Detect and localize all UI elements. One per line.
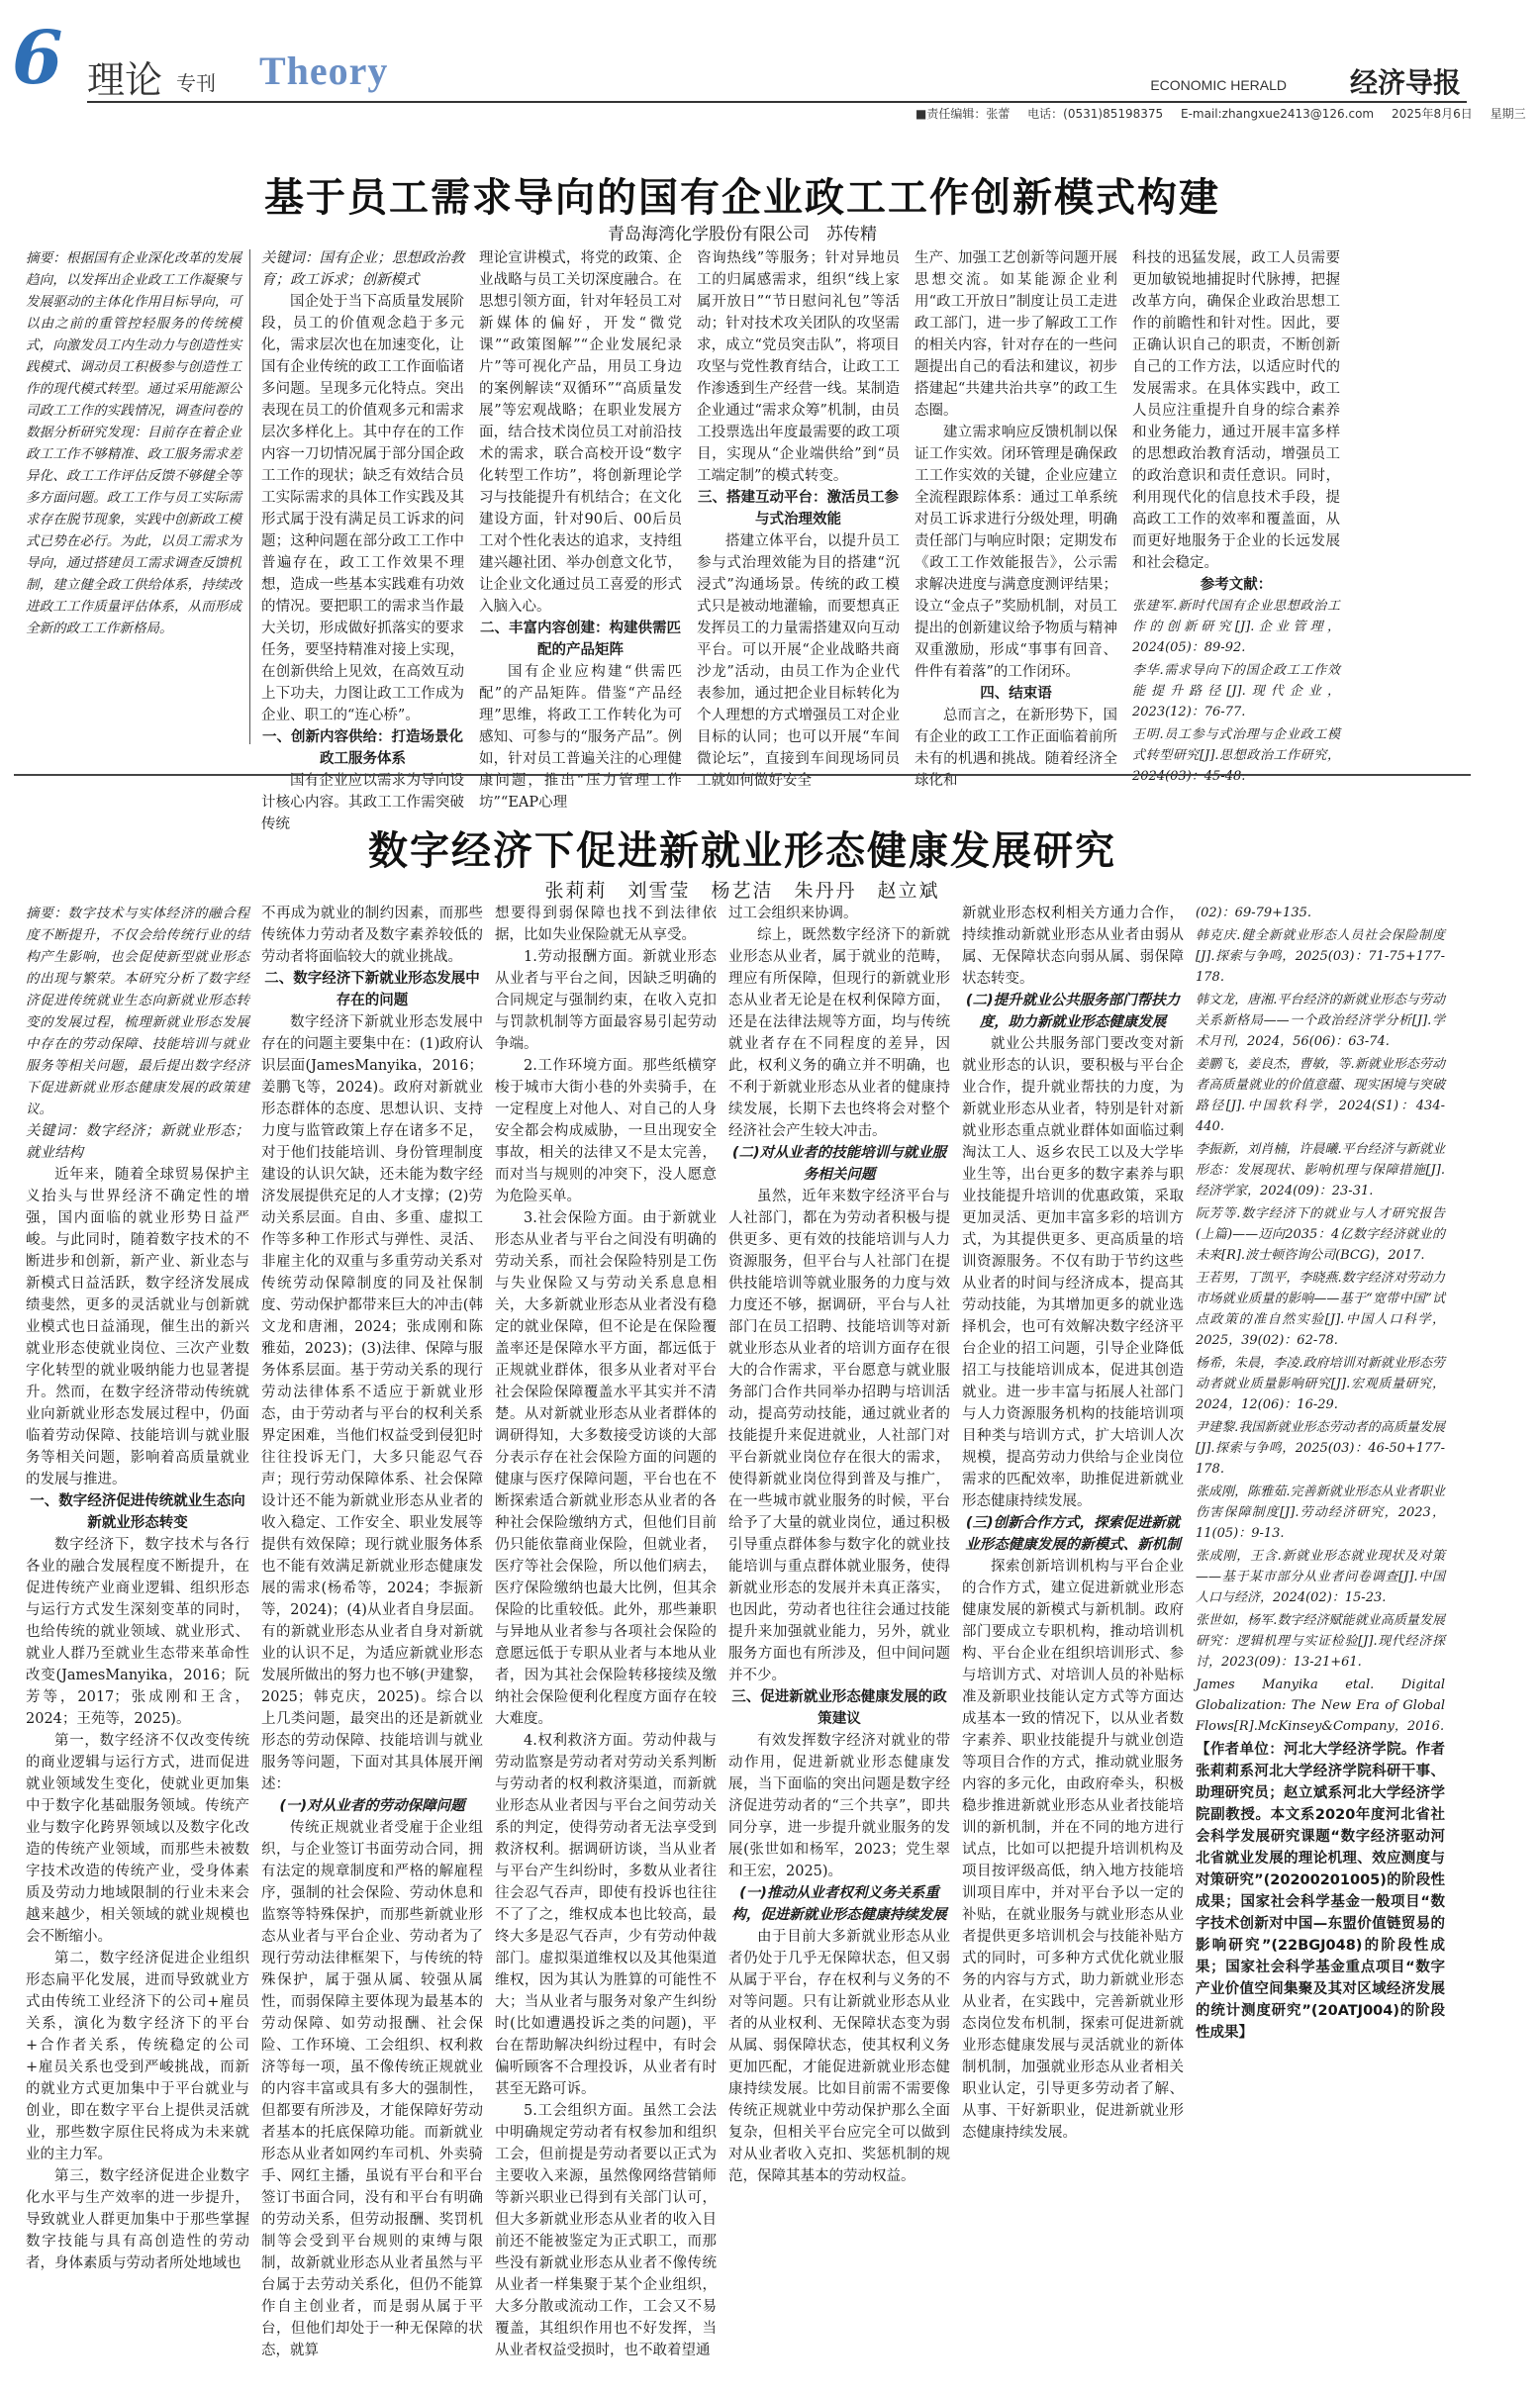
section-title: 理论 [87,58,163,102]
reference-item: 姜鹏飞，姜良杰，曹敏，等.新就业形态劳动者高质量就业的价值意蕴、现实困境与突破路径[J].中国软科学，2024(S1)：434-440. [1196,1057,1445,1134]
paragraph: 第一，数字经济不仅改变传统的商业逻辑与运行方式，进而促进就业领域发生变化，使就业更加集中于数字化基础服务领域。传统产业与数字化跨界领域以及数字化改造的传统产业领域，而那些未被数字技术改造的传统产业，受身体素质及劳动力地域限制的行业未来会越来越少，相关领域的就业规模也会不断缩小。 [26,1733,249,1945]
paragraph: 科技的迅猛发展，政工人员需要更加敏锐地捕捉时代脉搏，把握改革方向，确保企业政治思想工作的前瞻性和针对性。因此，要正确认识自己的职责，不断创新自己的工作方法，以适应时代的发展需求。在具体实践中，政工人员应注重提升自身的综合素养和业务能力，通过开展丰富多样的思想政治教育活动，增强员工的政治意识和责任意识。同时，利用现代化的信息技术手段，提高政工工作的效率和覆盖面，从而更好地服务于企业的长远发展和社会稳定。 [1132,250,1340,571]
article1-col3 [479,247,682,811]
reference-item: 王若男，丁凯平，李晓燕.数字经济对劳动力市场就业质量的影响——基于“宽带中国”试点政策的准自然实验[J].中国人口科学，2025，39(02)：62-78. [1196,1271,1445,1348]
article2-col4 [728,903,950,2382]
article1-col4 [697,247,900,789]
section-subtitle: 专刊 [176,71,216,95]
subsection-heading: (一)推动从业者权利义务关系重构，促进新就业形态健康持续发展 [731,1885,947,1923]
paragraph: 搭建立体平台，以提升员工参与式治理效能为目的搭建“沉浸式”沟通场景。传统的政工模式只是被动地灌输，而要想真正发挥员工的力量需搭建双向互动平台。可以开展“企业战略共商沙龙”活动，由员工作为企业代表参加，通过把企业目标转化为个人理想的方式增强员工对企业目标的认同；也可以开展“车间微论坛”，直接到车间现场同员工就如何做好安全 [697,533,900,789]
paragraph: 传统正规就业者受雇于企业组织，与企业签订书面劳动合同，拥有法定的规章制度和严格的解雇程序，强制的社会保险、劳动休息和监察等特殊保护，而那些新就业形态从业者与平台企业、劳动者为了现行劳动法律框架下，与传统的特殊保护，属于强从属、较强从属性，而弱保障主要体现为最基本的劳动保障、如劳动报酬、社会保险、工作环境、工会组织、权利救济等每一项，虽不像传统正规就业的内容丰富或具有多大的强制性，但都要有所涉及，才能保障好劳动者基本的托底保障功能。而新就业形态从业者如网约车司机、外卖骑手、网红主播，虽说有平台和平台签订书面合同，没有和平台有明确的劳动关系，但劳动报酬、奖罚机制等会受到平台规则的束缚与限制，故新就业形态从业者虽然与平台属于去劳动关系化，但仍不能算作自主创业者，而是弱从属于平台，但他们却处于一种无保障的状态，就算 [261,1820,483,2358]
paragraph: 数字经济下新就业形态发展中存在的问题主要集中在：(1)政府认识层面(JamesManyika，2016；姜鹏飞等，2024)。政府对新就业形态群体的态度、思想认识、支持力度与监管政策上存在诸多不足，对于他们技能培训、身份管理制度建设的认识欠缺，还未能为数字经济发展提供充足的人才支撑；(2)劳动关系层面。自由、多重、虚拟工作等多种工作形式与弹性、灵活、非雇主化的双重与多重劳动关系对传统劳动保障制度的同及社保制度、劳动保护都带来巨大的冲击(韩文龙和唐湘，2024；张成刚和陈雅茹，2023)；(3)法律、保障与服务体系层面。基于劳动关系的现行劳动法律体系不适应于新就业形态，由于劳动者与平台的权利关系界定困难，当他们权益受到侵犯时往往投诉无门，大多只能忍气吞声；现行劳动保障体系、社会保障设计还不能为新就业形态从业者的收入稳定、工作安全、职业发展等提供有效保障；现行就业服务体系也不能有效满足新就业形态健康发展的需求(杨希等，2024；李振新等，2024)；(4)从业者自身层面。有的新就业形态从业者自身对新就业的认识不足，为适应新就业形态发展所做出的努力也不够(尹建黎，2025；韩克庆，2025)。综合以上几类问题，最突出的还是新就业形态的劳动保障、技能培训与就业服务等问题，下面对其具体展开阐述： [261,1014,483,1792]
paragraph: 1.劳动报酬方面。新就业形态从业者与平台之间，因缺乏明确的合同规定与强制约束，在收入克扣与罚款机制等方面最容易引起劳动争端。 [495,949,717,1052]
paper-name-en: ECONOMIC HERALD [1150,77,1287,93]
paragraph: 3.社会保险方面。由于新就业形态从业者与平台之间没有明确的劳动关系，而社会保险特别是工伤与失业保险又与劳动关系息息相关，大多新就业形态从业者没有稳定的就业保障，但不论是在保险覆盖率还是保障水平方面，都远低于正规就业群体，很多从业者对平台社会保险保障覆盖水平其实并不清楚。从对新就业形态从业者群体的调研得知，大多数接受访谈的大部分表示存在社会保险方面的问题的健康与医疗保障问题，平台也在不断探索适合新就业形态从业者的各种社会保险缴纳方式，但他们目前仍只能依靠商业保险，但就业者，医疗等社会保险，所以他们病去，医疗保险缴纳也最大比例，但其余保险的比重较低。此外，那些兼职与异地从业者参与各项社会保险的意愿远低于专职从业者与本地从业者，因为其社会保险转移接续及缴纳社会保险便利化程度方面存在较大难度。 [495,1210,717,1727]
paragraph: 想要得到弱保障也找不到法律依据，比如失业保险就无从享受。 [495,906,717,943]
reference-item: 李华.需求导向下的国企政工工作效能提升路径[J].现代企业，2023(12)：76-77. [1132,663,1340,719]
article2-col1 [26,903,249,2382]
section-heading: 三、搭建互动平台：激活员工参与式治理效能 [698,490,899,527]
paragraph: 数字经济下，数字技术与各行各业的融合发展程度不断提升，在促进传统产业商业逻辑、组织形态与运行方式发生深刻变革的同时，也给传统的就业领域、就业形式、就业人群乃至就业生态带来革命性改变(JamesManyika，2016；阮芳等，2017；张成刚和王含，2024；王苑等，2025)。 [26,1537,249,1727]
paragraph: 虽然，近年来数字经济平台与人社部门，都在为劳动者积极与提供更多、更有效的技能培训与人力资源服务，但平台与人社部门在提供技能培训等就业服务的力度与效力度还不够，据调研，平台与人社部门在员工招聘、技能培训等对新就业形态从业者的培训方面存在很大的合作需求，平台愿意与就业服务部门合作共同举办招聘与培训活动，提高劳动技能，通过就业者的技能提升来促进就业，人社部门对平台新就业岗位存在很大的需求，使得新就业岗位得到普及与推广，在一些城市就业服务的时候，平台给予了大量的就业岗位，通过积极引导重点群体参与数字化的就业技能培训与重点群体就业服务，使得新就业形态的发展并未真正落实，也因此，劳动者也往往会通过技能提升来加强就业能力，另外，就业服务方面也有所涉及，但中间问题并不少。 [728,1189,950,1683]
section-heading: 四、结束语 [980,686,1052,702]
section-heading: 三、促进新就业形态健康发展的政策建议 [731,1689,947,1727]
page-number: 6 [12,16,63,101]
article-separator [14,774,1471,776]
article2-col3 [495,903,717,2382]
paragraph: 探索创新培训机构与平台企业的合作方式，建立促进新就业形态健康发展的新模式与新机制。政府部门要成立专职机构，推动培训机构、平台企业在组织培训形式、参与培训方式、对培训人员的补贴标准及新职业技能认定方式等方面达成基本一致的情况下，以从业者数字素养、职业技能提升与就业创造等项目合作的方式，推动就业服务内容的多元化，由政府牵头，积极稳步推进新就业形态从业者技能培训的新机制，并在不同的地方进行试点，比如可以把提升培训机构及项目按评级高低，纳入地方技能培训项目库中，并对平台予以一定的补贴，在就业服务与就业形态从业者提供更多培训机会与技能补贴方式的同时，可多种方式优化就业服务的内容与方式，助力新就业形态从业者，在实践中，完善新就业形态岗位发布机制，探索可促进新就业形态健康发展与灵活就业的新体制机制，加强就业形态从业者相关职业认定，引导更多劳动者了解、从事、干好新职业，促进新就业形态健康持续发展。 [962,1559,1184,2141]
article2-byline: 张莉莉 刘雪莹 杨艺洁 朱丹丹 赵立斌 [544,880,940,902]
subsection-heading: (二)提升就业公共服务部门帮扶力度，助力新就业形态健康发展 [965,993,1181,1030]
paragraph: 5.工会组织方面。虽然工会法中明确规定劳动者有权参加和组织工会，但前提是劳动者要以正式为主要收入来源，虽然像网络营销师等新兴职业已得到有关部门认可，但大多新就业形态从业者的收入目前还不能被鉴定为正式职工，而那些没有新就业形态从业者不像传统从业者一样集聚于某个企业组织，大多分散或流动工作，工会又不易覆盖，其组织作用也不好发挥，当从业者权益受损时，也不敢着望通 [495,2103,717,2358]
article2-references-column [1196,903,1445,2382]
paragraph: 国有企业应以需求为导向设计核心内容。其政工工作需突破传统 [261,773,464,832]
reference-item: 尹建黎.我国新就业形态劳动者的高质量发展[J].探索与争鸣，2025(03)：46-50+177-178. [1196,1420,1445,1477]
reference-item: (02)：69-79+135. [1196,906,1312,920]
article2-keywords: 关键词：数字经济；新就业形态；就业结构 [26,1123,249,1161]
article1-col6 [1132,247,1340,784]
reference-item: 张建军.新时代国有企业思想政治工作的创新研究[J].企业管理，2024(05)：89-92. [1132,599,1340,655]
reference-item: 张成刚，陈雅茹.完善新就业形态从业者职业伤害保障制度[J].劳动经济研究，2023，11(05)：9-13. [1196,1485,1445,1541]
section-heading: 二、数字经济下新就业形态发展中存在的问题 [264,971,480,1008]
paragraph: 生产、加强工艺创新等问题开展思想交流。如某能源企业利用“政工开放日”制度让员工走进政工部门，进一步了解政工工作的相关内容，针对存在的一些问题提出自己的看法和建议，初步搭建起“共建共治共享”的政工生态圈。 [914,250,1117,419]
reference-item: 韩克庆.健全新就业形态人员社会保险制度[J].探索与争鸣，2025(03)：71-75+177-178. [1196,928,1445,985]
section-english: Theory [259,48,389,93]
paragraph: 有效发挥数字经济对就业的带动作用，促进新就业形态健康发展，当下面临的突出问题是数字经济促进劳动者的“三个共享”，即共同分享，进一步提升就业服务的发展(张世如和杨军，2023；党生翠和王宏，2025)。 [728,1733,950,1879]
header-rule [87,101,1467,103]
reference-item: 张世如，杨军.数字经济赋能就业高质量发展研究：逻辑机理与实证检验[J].现代经济探讨，2023(09)：13-21+61. [1196,1613,1445,1670]
article2-col5 [962,903,1184,2382]
article1-col5 [914,247,1117,789]
subsection-heading: (二)对从业者的技能培训与就业服务相关问题 [731,1145,947,1183]
references-list [1132,596,1340,787]
paragraph: 咨询热线”等服务；针对异地员工的归属感需求，组织“线上家属开放日”“节日慰问礼包”等活动；针对技术攻关团队的攻坚需求，成立“党员突击队”，将项目攻坚与党性教育结合，让政工工作渗透到生产经营一线。某制造企业通过“需求众筹”机制，由员工投票选出年度最需要的政工项目，实现从“企业端供给”到“员工端定制”的模式转变。 [697,250,900,484]
reference-item: 杨希，朱晨，李凌.政府培训对新就业形态劳动者就业质量影响研究[J].宏观质量研究，2024，12(06)：16-29. [1196,1356,1445,1412]
page-header [0,0,1526,127]
paragraph: 第二，数字经济促进企业组织形态扁平化发展，进而导致就业方式由传统工业经济下的公司+雇员关系，演化为数字经济下的平台+合作者关系，传统稳定的公司+雇员关系也受到严峻挑战，而新的就业方式更加集中于平台就业与创业，即在数字平台上提供灵活就业，那些数字原住民将成为未来就业的主力军。 [26,1951,249,2162]
editor: ■责任编辑：张蕾 [915,107,1011,121]
paragraph: 4.权利救济方面。劳动仲裁与劳动监察是劳动者对劳动关系判断与劳动者的权利救济渠道，而新就业形态从业者因与平台之间劳动关系的判定，使得劳动者无法享受到救济权利。据调研访谈，当从业者与平台产生纠纷时，多数从业者往往会忍气吞声，即使有投诉也往往不了了之，维权成本也比较高，最终大多是忍气吞声，少有劳动仲裁部门。虚拟渠道维权以及其他渠道维权，因为其认为胜算的可能性不大；当从业者与服务对象产生纠纷时(比如遭遇投诉之类的问题)，平台在帮助解决纠纷过程中，有时会偏听顾客不合理投诉，从业者有时甚至无路可诉。 [495,1733,717,2097]
article1-title: 基于员工需求导向的国有企业政工工作创新模式构建 [264,175,1220,221]
paragraph: 由于目前大多新就业形态从业者仍处于几乎无保障状态，但又弱从属于平台，存在权利与义务的不对等问题。只有让新就业形态从业者的从业权利、无保障状态变为弱从属、弱保障状态，使其权利义务更加匹配，才能促进新就业形态健康持续发展。比如目前需不需要像传统正规就业中劳动保护那么全面复杂，但相关平台应完全可以做到对从业者收入克扣、奖惩机制的规范，保障其基本的劳动权益。 [728,1929,950,2184]
date: 2025年8月6日 [1391,107,1473,121]
section-heading: 二、丰富内容创建：构建供需匹配的产品矩阵 [480,621,681,658]
paragraph: 国企处于当下高质量发展阶段，员工的价值观念趋于多元化，需求层次也在加速变化，让国有企业传统的政工工作面临诸多问题。呈现多元化特点。突出表现在员工的价值观多元和需求层次多样化上。其中存在的工作内容一刀切情况属于部分国企政工工作的现状；缺乏有效结合员工实际需求的具体工作实践及其形式属于没有满足员工诉求的问题；这种问题在部分政工工作中普遍存在，政工工作效果不理想，造成一些基本实践难有功效的情况。要把职工的需求当作最大关切，形成做好抓落实的要求任务，要坚持精准对接上实现，在创新供给上见效，在高效互动上下功夫，力图让政工工作成为企业、职工的“连心桥”。 [261,294,464,723]
paragraph: 第三，数字经济促进企业数字化水平与生产效率的进一步提升，导致就业人群更加集中于那些掌握数字技能与具有高创造性的劳动者，身体素质与劳动者所处地域也 [26,2168,249,2271]
reference-item: 阮芳等.数字经济下的就业与人才研究报告(上篇)——迈向2035：4亿数字经济就业的未来[R].波士顿咨询公司(BCG)，2017. [1196,1206,1445,1263]
article2-abstract: 摘要：数字技术与实体经济的融合程度不断提升，不仅会给传统行业的结构产生影响，也会促使新型就业形态的出现与繁荣。本研究分析了数字经济促进传统就业生态向新就业形态转变的发展过程，梳理新就业形态发展中存在的劳动保障、技能培训与就业服务等相关问题，最后提出数字经济下促进新就业形态健康发展的政策建议。 [26,906,249,1117]
phone: 电话：(0531)85198375 [1027,107,1164,121]
paragraph: 总而言之，在新形势下，国有企业的政工工作正面临着前所未有的机遇和挑战。随着经济全球化和 [914,708,1117,789]
article2-col2 [261,903,483,2382]
article1-col2 [261,247,464,832]
paragraph: 过工会组织来协调。 [728,906,858,921]
reference-item: 韩文龙，唐湘.平台经济的新就业形态与劳动关系新格局——一个政治经济学分析[J].学术月刊，2024，56(06)：63-74. [1196,993,1445,1049]
paper-name-cn: 经济导报 [1349,66,1461,99]
reference-item: 李振新，刘肖楠，许晨曦.平台经济与新就业形态：发展现状、影响机理与保障措施[J].经济学家，2024(09)：23-31. [1196,1142,1445,1198]
weekday: 星期三 [1490,107,1526,121]
reference-item: James Manyika etal. Digital Globalization: The New Era of Global Flows[R].McKinsey&Company，2016. [1196,1677,1445,1734]
paragraph: 理论宣讲模式，将党的政策、企业战略与员工关切深度融合。在思想引领方面，针对年轻员工对新媒体的偏好，开发“微党课”“政策图解”“企业发展纪录片”等可视化产品，用员工身边的案例解读“双循环”“高质量发展”等宏观战略；在职业发展方面，结合技术岗位员工对前沿技术的需求，联合高校开设“数字化转型工作坊”，将创新理论学习与技能提升有机结合；在文化建设方面，针对90后、00后员工对个性化表达的追求，支持组建兴趣社团、举办创意文化节，让企业文化通过员工喜爱的形式入脑入心。 [479,250,682,615]
paragraph: 不再成为就业的制约因素，而那些传统体力劳动者及数字素养较低的劳动者将面临较大的就业挑战。 [261,906,483,965]
paragraph: 国有企业应构建“供需匹配”的产品矩阵。借鉴“产品经理”思维，将政工工作转化为可感知、可参与的“服务产品”。例如，针对员工普遍关注的心理健康问题，推出“压力管理工作坊”“EAP心理 [479,664,682,811]
column-divider [249,249,250,744]
article2-title: 数字经济下促进新就业形态健康发展研究 [368,828,1116,874]
paragraph: 2.工作环境方面。那些纸横穿梭于城市大街小巷的外卖骑手，在一定程度上对他人、对自己的人身安全都会构成威胁，一旦出现安全事故，相关的法律又不是太完善，而对当与规则的冲突下，没人愿意为危险买单。 [495,1058,717,1204]
reference-item: 张成刚，王含.新就业形态就业现状及对策——基于某市部分从业者问卷调查[J].中国人口与经济，2024(02)：15-23. [1196,1549,1445,1605]
subsection-heading: (三)创新合作方式，探索促进新就业形态健康发展的新模式、新机制 [965,1515,1181,1553]
paragraph: 新就业形态权利相关方通力合作，持续推动新就业形态从业者由弱从属、无保障状态向弱从属、弱保障状态转变。 [962,906,1184,987]
paragraph: 近年来，随着全球贸易保护主义抬头与世界经济不确定性的增强，国内面临的就业形势日益严峻。与此同时，随着数字技术的不断进步和创新，新产业、新业态与新模式日益活跃，数字经济发展成绩斐然，更多的灵活就业与创新就业模式也日益涌现，催生出的新兴就业形态使就业岗位、三次产业数字化转型的就业吸纳能力也显著提升。然而，在数字经济带动传统就业向新就业形态发展过程中，仍面临着劳动保障、技能培训与就业服务等相关问题，影响着高质量就业的发展与推进。 [26,1167,249,1487]
subsection-heading: (一)对从业者的劳动保障问题 [279,1798,465,1814]
section-heading: 一、数字经济促进传统就业生态向新就业形态转变 [30,1493,245,1531]
reference-item: 王明.员工参与式治理与企业政工模式转型研究[J].思想政治工作研究，2024(03)：45-48. [1132,727,1340,784]
paragraph: 就业公共服务部门要改变对新就业形态的认识，要积极与平台企业合作，提升就业帮扶的力度，为新就业形态从业者，特别是针对新就业形态重点就业群体如面临过剩淘汰工人、返乡农民工以及大学毕业生等，出台更多的数字素养与职业技能提升培训的优惠政策，采取更加灵活、更加丰富多彩的培训方式，为其提供更多、更高质量的培训资源服务。不仅有助于节约这些从业者的时间与经济成本，提高其劳动技能，为其增加更多的就业选择机会，也可有效解决数字经济平台企业的招工问题，引导企业降低招工与技能培训成本，促进其创造就业。进一步丰富与拓展人社部门与人力资源服务机构的技能培训项目种类与培训方式，扩大培训人次规模，提高劳动力供给与企业岗位需求的匹配效率，助推促进新就业形态健康持续发展。 [962,1036,1184,1509]
article1-byline: 青岛海湾化学股份有限公司 苏传精 [608,225,877,244]
article1-abstract: 摘要：根据国有企业深化改革的发展趋向，以发挥出企业政工工作凝聚与发展驱动的主体化作用目标导向，可以由之前的重管控轻服务的传统模式，向激发员工内生动力与创造性实践模式、调动员工积极参与创造性工作的现代模式转型。通过采用能源公司政工工作的实践情况，调查问卷的数据分析研究发现：目前存在着企业政工工作不够精准、政工服务需求差异化、政工工作评估反馈不够健全等多方面问题。政工工作与员工实际需求存在脱节现象，实践中创新政工模式已势在必行。为此，以员工需求为导向，通过搭建员工需求调查反馈机制，建立健全政工供给体系，持续改进政工工作质量评估体系，从而形成全新的政工工作新格局。 [26,250,241,636]
author-unit-info: 【作者单位：河北大学经济学院。作者张莉莉系河北大学经济学院科研干事、助理研究员；赵立斌系河北大学经济学院副教授。本文系2020年度河北省社会科学发展研究课题“数字经济驱动河北省就业发展的理论机理、效应测度与对策研究”(20200201005)的阶段性成果；国家社会科学基金一般项目“数字技术创新对中国—东盟价值链贸易的影响研究”(22BGJ048)的阶段性成果；国家社会科学基金重点项目“数字产业价值空间集聚及其对区域经济发展的统计测度研究”(20ATJ004)的阶段性成果】 [1196,1742,1445,2041]
paragraph: 综上，既然数字经济下的新就业形态从业者，属于就业的范畴，理应有所保障，但现行的新就业形态从业者无论是在权利保障方面，还是在法律法规等方面，均与传统就业者存在不同程度的差异，因此，权利义务的确立并不明确，也不利于新就业形态从业者的健康持续发展，长期下去也终将会对整个经济社会产生较大冲击。 [728,927,950,1139]
section-heading: 一、创新内容供给：打造场景化政工服务体系 [262,729,463,767]
paragraph: 建立需求响应反馈机制以保证工作实效。闭环管理是确保政工工作实效的关键，企业应建立全流程跟踪体系：通过工单系统对员工诉求进行分级处理，明确责任部门与响应时限；定期发布《政工工作效能报告》，公示需求解决进度与满意度测评结果；设立“金点子”奖励机制，对员工提出的创新建议给予物质与精神双重激励，形成“事事有回音、件件有着落”的工作闭环。 [914,425,1117,680]
header-meta [915,105,1540,122]
email: E-mail:zhangxue2413@126.com [1180,107,1375,121]
article1-keywords: 关键词：国有企业；思想政治教育；政工诉求；创新模式 [261,250,464,288]
article1-abstract-column [26,247,241,747]
references-title: 参考文献： [1200,577,1273,593]
